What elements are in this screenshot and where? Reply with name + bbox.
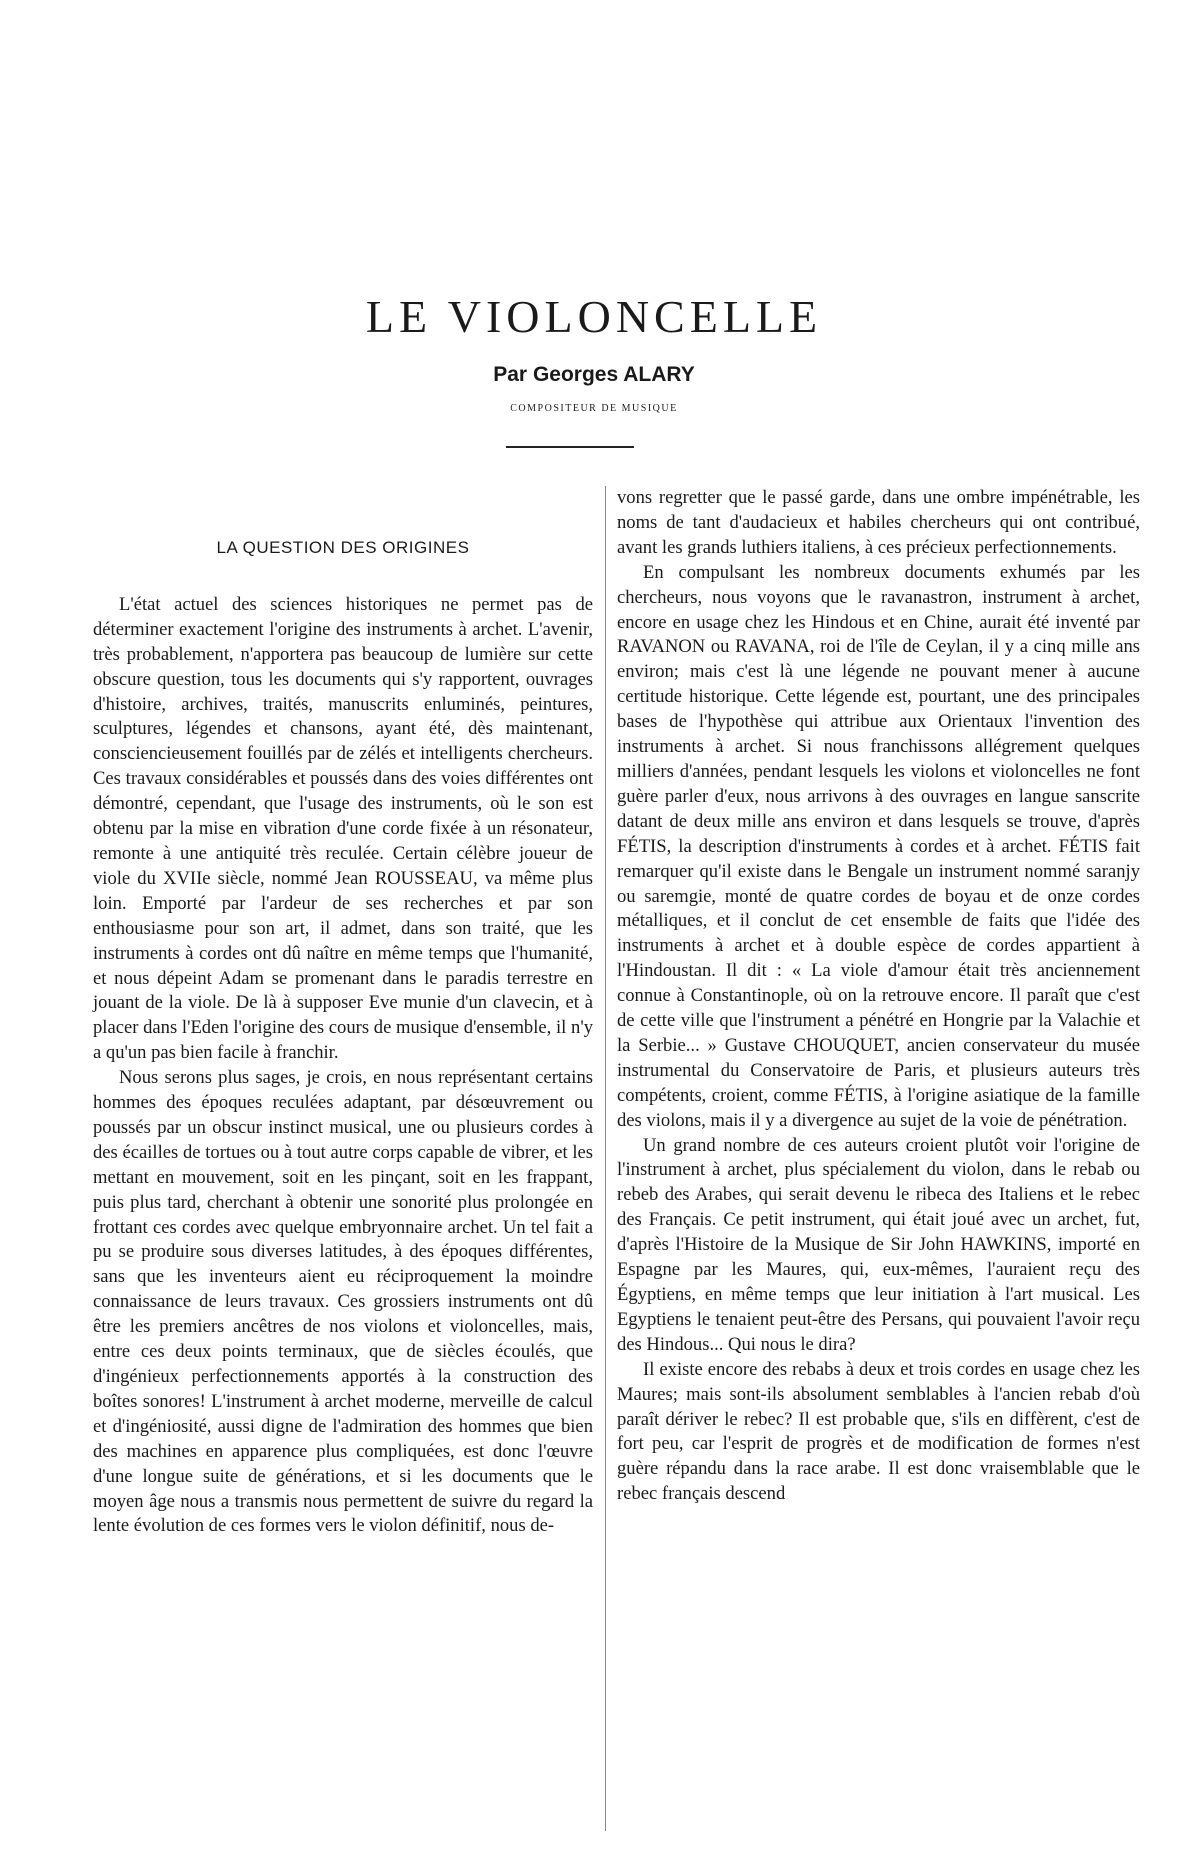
paragraph: vons regretter que le passé garde, dans une ombre impénétrable, les noms de tant d'audacieux et habiles chercheurs qui ont contribué, avant les grands luthiers italiens, à ces précieux perfectionnements. <box>617 487 1140 558</box>
paragraph: Un grand nombre de ces auteurs croient plutôt voir l'origine de l'instrument à archet, plus spécialement du violon, dans le rebab ou rebeb des Arabes, qui serait devenu le ribeca des Italiens et le rebec des Français. Ce petit instrument, qui était joué avec un archet, fut, d'après l'Histoire de la Musique de Sir John HAWKINS, importé en Espagne par les Maures, qui, eux-mêmes, l'auraient reçu des Égyptiens, en même temps que leur initiation à l'art musical. Les Egyptiens le tenaient peut-être des Persans, qui pouvaient l'avoir reçu des Hindous... Qui nous le dira? <box>617 1134 1140 1355</box>
article-byline: Par Georges ALARY <box>493 363 695 386</box>
title-rule <box>506 446 634 448</box>
paragraph: Il existe encore des rebabs à deux et trois cordes en usage chez les Maures; mais sont-ils absolument semblables à l'ancien rebab d'où paraît dériver le rebec? Il est probable que, s'ils en diffèrent, c'est de fort peu, car l'esprit de progrès et de modification de formes n'est guère répandu dans la race arabe. Il est donc vraisemblable que le rebec français descend <box>617 1358 1140 1505</box>
paragraph: Nous serons plus sages, je crois, en nous représentant certains hommes des époques reculées adaptant, par désœuvrement ou poussés par un obscur instinct musical, une ou plusieurs cordes à des écailles de tortues ou à tout autre corps capable de vibrer, et les mettant en mouvement, soit en les pinçant, soit en les frappant, puis plus tard, cherchant à obtenir une sonorité plus prolongée en frottant ces cordes avec quelque embryonnaire archet. Un tel fait a pu se produire sous diverses latitudes, à des époques différentes, sans que les inventeurs aient eu réciproquement la moindre connaissance de leurs travaux. Ces grossiers instruments ont dû être les premiers ancêtres de nos violons et violoncelles, mais, entre ces deux points terminaux, que de siècles écoulés, que d'ingénieux perfectionnements apportés à la construction des boîtes sonores! L'instrument à archet moderne, merveille de calcul et d'ingéniosité, aussi digne de l'admiration des hommes que bien des machines en apparence plus compliquées, est donc l'œuvre d'une longue suite de générations, et si les documents que le moyen âge nous a transmis nous permettent de suivre du regard la lente évolution de ces formes vers le violon définitif, nous de- <box>93 1067 593 1537</box>
left-column <box>93 496 593 1539</box>
right-column <box>617 486 1140 1507</box>
section-heading: LA QUESTION DES ORIGINES <box>216 538 470 557</box>
article-title: LE VIOLONCELLE <box>365 291 823 342</box>
paragraph: L'état actuel des sciences historiques ne permet pas de déterminer exactement l'origine des instruments à archet. L'avenir, très probablement, n'apportera pas beaucoup de lumière sur cette obscure question, tous les documents qui s'y rapportent, ouvrages d'histoire, archives, traités, manuscrits enluminés, peintures, sculptures, légendes et chansons, ayant été, dès maintenant, consciencieusement fouillés par de zélés et intelligents chercheurs. Ces travaux considérables et poussés dans des voies différentes ont démontré, cependant, que l'usage des instruments, où le son est obtenu par la mise en vibration d'une corde fixée à un résonateur, remonte à une antiquité très reculée. Certain célèbre joueur de viole du XVIIe siècle, nommé Jean ROUSSEAU, va même plus loin. Emporté par l'ardeur de ses recherches et par son enthousiasme pour son art, il admet, dans son traité, que les instruments à cordes ont dû naître en même temps que l'humanité, et nous dépeint Adam se promenant dans le paradis terrestre en jouant de la viole. De là à supposer Eve munie d'un clavecin, et à placer dans l'Eden l'origine des cours de musique d'ensemble, il n'y a qu'un pas bien facile à franchir. <box>93 593 593 1064</box>
author-subtitle: COMPOSITEUR DE MUSIQUE <box>510 403 678 414</box>
column-divider <box>605 486 606 1831</box>
paragraph: En compulsant les nombreux documents exhumés par les chercheurs, nous voyons que le ravanastron, instrument à archet, encore en usage chez les Hindous et en Chine, aurait été inventé par RAVANON ou RAVANA, roi de l'île de Ceylan, il y a cinq mille ans environ; mais c'est là une légende ne pouvant mener à aucune certitude historique. Cette légende est, pourtant, une des principales bases de l'hypothèse qui attribue aux Orientaux l'invention des instruments à archet. Si nous franchissons allégrement quelques milliers d'années, pendant lesquels les violons et violoncelles ne font guère parler d'eux, nous arrivons à des ouvrages en langue sanscrite datant de deux mille ans environ et dans lesquels se trouve, d'après FÉTIS, la description d'instruments à cordes et à archet. FÉTIS fait remarquer qu'il existe dans le Bengale un instrument nommé saranjy ou saremgie, monté de quatre cordes de boyau et de onze cordes métalliques, et il conclut de cet ensemble de faits que l'idée des instruments à archet et à double espèce de cordes appartient à l'Hindoustan. Il dit : « La viole d'amour était très anciennement connue à Constantinople, où on la retrouve encore. Il paraît que c'est de cette ville que l'instrument a pénétré en Hongrie par la Valachie et la Serbie... » Gustave CHOUQUET, ancien conservateur du musée instrumental du Conservatoire de Paris, et plusieurs auteurs très compétents, croient, comme FÉTIS, à l'origine asiatique de la famille des violons, mais il y a divergence au sujet de la voie de pénétration. <box>617 561 1140 1131</box>
